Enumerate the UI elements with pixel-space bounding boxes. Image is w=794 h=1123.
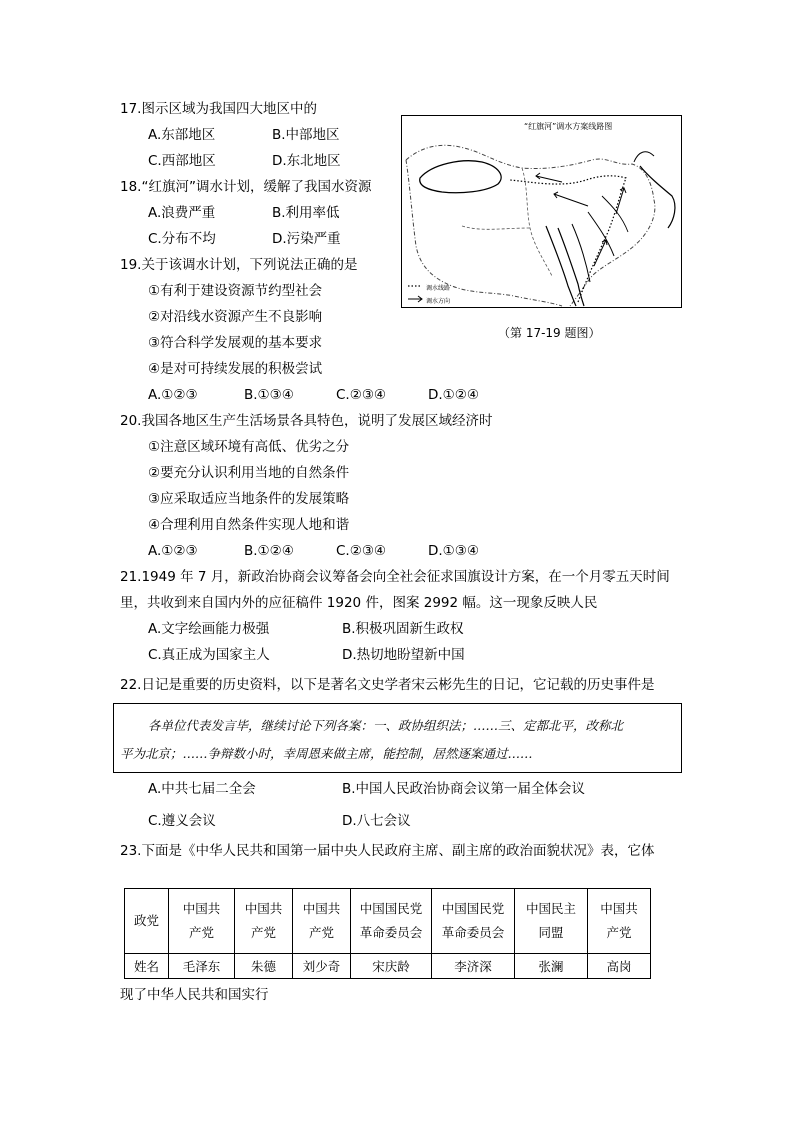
diary-line-1: 各单位代表发言毕，继续讨论下列各案：一、政协组织法；……三、定都北平，改称北 [148,718,624,733]
q18-option-c: C.分布不均 [148,231,216,247]
name-cell: 李济深 [432,954,515,979]
q17-option-c: C.西部地区 [148,153,216,169]
q20-option-c: C.②③④ [336,543,387,559]
q19-item-3: ③符合科学发展观的基本要求 [148,335,323,351]
table-row-name [125,954,651,979]
q19-stem: 19.关于该调水计划，下列说法正确的是 [120,257,358,273]
map-title: “红旗河”调水方案线路图 [524,122,613,131]
party-cell [293,889,351,954]
party-cell [432,889,515,954]
q22-stem: 22.日记是重要的历史资料，以下是著名文史学者宋云彬先生的日记，它记载的历史事件是 [120,677,655,693]
name-cell: 毛泽东 [169,954,235,979]
q22-option-b: B.中国人民政治协商会议第一届全体会议 [342,781,586,797]
q19-item-2: ②对沿线水资源产生不良影响 [148,309,323,325]
party-line: 产党 [308,925,334,940]
q22-option-c: C.遵义会议 [148,813,216,829]
name-cell: 刘少奇 [293,954,351,979]
party-line: 中国共 [302,901,341,916]
table-row-party [125,889,651,954]
party-cell [588,889,651,954]
q22-option-a: A.中共七届二全会 [148,781,256,797]
water-diversion-map [401,115,682,308]
party-line: 革命委员会 [359,925,423,940]
q20-option-d: D.①③④ [428,543,479,559]
q23-tail: 现了中华人民共和国实行 [120,987,269,1003]
q19-option-c: C.②③④ [336,387,387,403]
party-line: 产党 [188,925,214,940]
party-line: 产党 [250,925,276,940]
party-line: 中国国民党 [359,901,423,916]
name-cell: 高岗 [588,954,651,979]
diary-excerpt-box [113,703,682,773]
party-line: 中国共 [600,901,638,916]
q17-option-b: B.中部地区 [272,127,340,143]
name-cell: 宋庆龄 [351,954,432,979]
q19-item-4: ④是对可持续发展的积极尝试 [148,361,323,377]
q23-stem: 23.下面是《中华人民共和国第一届中央人民政府主席、副主席的政治面貌状况》表，它体 [120,843,655,859]
row-label-party: 政党 [125,889,169,954]
q19-option-d: D.①②④ [428,387,479,403]
party-cell [169,889,235,954]
name-cell: 张澜 [515,954,588,979]
q17-option-a: A.东部地区 [148,127,216,143]
q21-option-d: D.热切地盼望新中国 [342,647,465,663]
government-table [124,888,651,979]
q21-option-a: A.文字绘画能力极强 [148,621,270,637]
diary-line-2: 平为北京；……争辩数小时，幸周恩来做主席，能控制，居然逐案通过…… [120,746,533,761]
q20-option-b: B.①②④ [244,543,294,559]
party-cell [235,889,293,954]
q19-option-b: B.①③④ [244,387,294,403]
q19-item-1: ①有利于建设资源节约型社会 [148,283,323,299]
q22-option-d: D.八七会议 [342,813,411,829]
q17-stem: 17.图示区域为我国四大地区中的 [120,101,317,117]
q18-option-b: B.利用率低 [272,205,340,221]
q20-item-2: ②要充分认识利用当地的自然条件 [148,465,350,481]
party-line: 同盟 [538,925,564,940]
q18-option-a: A.浪费严重 [148,205,216,221]
party-line: 革命委员会 [441,925,505,940]
party-line: 中国民主 [525,901,576,916]
q20-item-3: ③应采取适应当地条件的发展策略 [148,491,350,507]
q20-stem: 20.我国各地区生产生活场景各具特色，说明了发展区域经济时 [120,413,493,429]
q20-option-a: A.①②③ [148,543,198,559]
q21-stem-line2: 里，共收到来自国内外的应征稿件 1920 件，图案 2992 幅。这一现象反映人民 [120,595,598,611]
q20-item-4: ④合理利用自然条件实现人地和谐 [148,517,350,533]
map-caption: （第 17-19 题图） [498,326,601,340]
map-drawing [402,116,681,307]
party-line: 产党 [606,925,632,940]
q19-option-a: A.①②③ [148,387,198,403]
q17-option-d: D.东北地区 [272,153,341,169]
row-label-name: 姓名 [125,954,169,979]
party-cell [351,889,432,954]
q18-stem: 18.“红旗河”调水计划，缓解了我国水资源 [120,179,372,195]
party-line: 中国共 [182,901,221,916]
party-cell [515,889,588,954]
name-cell: 朱德 [235,954,293,979]
q21-option-c: C.真正成为国家主人 [148,647,270,663]
q20-item-1: ①注意区域环境有高低、优劣之分 [148,439,350,455]
legend-direction-label: 调水方向 [426,298,451,305]
q18-option-d: D.污染严重 [272,231,341,247]
legend-route-label: 调水线路 [426,285,451,292]
party-line: 中国共 [244,901,283,916]
q21-stem-line1: 21.1949 年 7 月，新政治协商会议筹备会向全社会征求国旗设计方案，在一个月零五天时间 [120,569,670,585]
party-line: 中国国民党 [441,901,505,916]
q21-option-b: B.积极巩固新生政权 [342,621,464,637]
